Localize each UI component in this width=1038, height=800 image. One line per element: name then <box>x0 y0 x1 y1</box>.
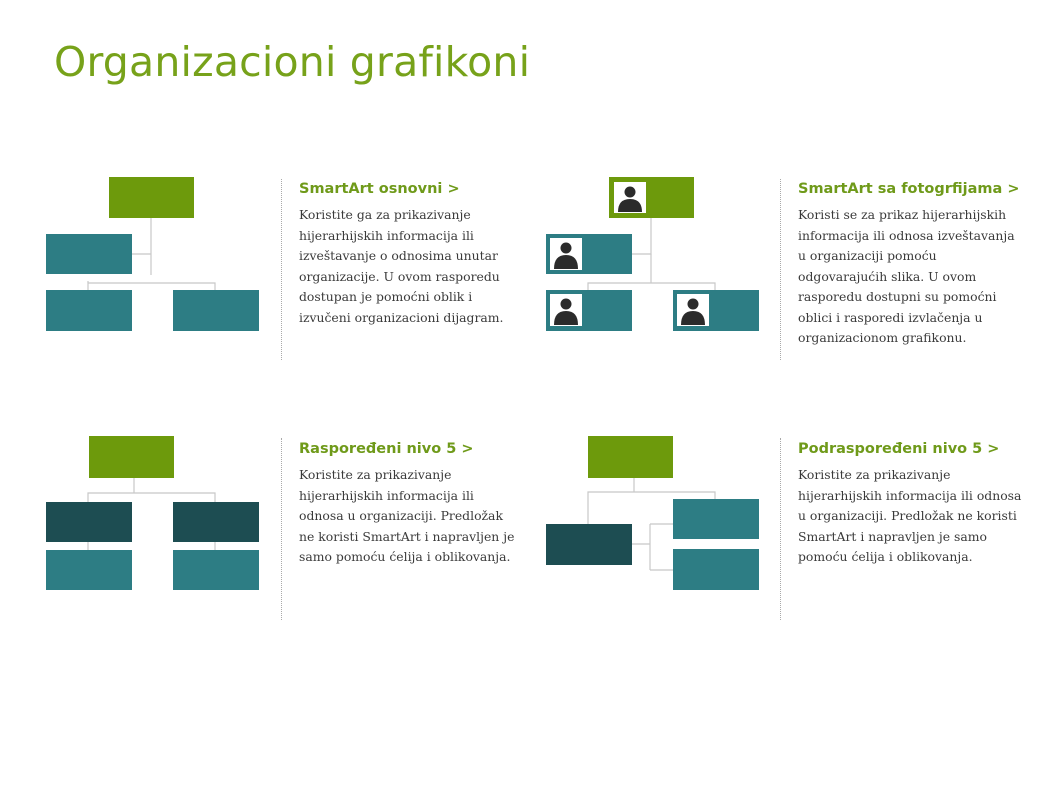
org-chart-photo-diagram <box>546 177 760 333</box>
top-box <box>588 436 673 478</box>
org-chart-diagram <box>46 177 260 333</box>
divider <box>281 438 282 620</box>
level2-box <box>173 502 259 542</box>
assistant-box <box>46 234 132 274</box>
divider <box>780 179 781 360</box>
page-title: Organizacioni grafikoni <box>54 38 531 86</box>
level5-distributed-link[interactable]: Raspoređeni nivo 5 > <box>299 441 474 457</box>
org-chart-subdistributed-diagram <box>546 436 760 592</box>
org-chart-distributed-diagram <box>46 436 260 592</box>
person-photo-icon <box>550 238 582 270</box>
top-box <box>109 177 194 218</box>
level2-box <box>673 499 759 539</box>
divider <box>780 438 781 620</box>
level3-box <box>173 550 259 590</box>
smartart-basic-description: Koristite ga za prikazivanje hijerarhijskih informacija ili izveštavanje o odnosima unutar organizacije. U ovom rasporedu dostupan je pomoćni oblik i izvučeni organizacioni dijagram. <box>299 207 504 325</box>
person-photo-icon <box>614 182 646 213</box>
smartart-photos-description: Koristi se za prikaz hijerarhijskih informacija ili odnosa izveštavanja u organizaciji pomoću odgovarajućih slika. U ovom rasporedu dostupni su pomoćni oblici i rasporedi izvlačenja u organizacionom grafikonu. <box>798 207 1015 345</box>
level5-distributed-description: Koristite za prikazivanje hijerarhijskih informacija ili odnosa u organizaciji. Predložak ne koristi SmartArt i napravljen je samo pomoću ćelija i oblikovanja. <box>299 467 515 564</box>
level2-box <box>46 502 132 542</box>
smartart-photos-link[interactable]: SmartArt sa fotogrfijama > <box>798 181 1020 197</box>
divider <box>281 179 282 360</box>
person-photo-icon <box>550 294 582 326</box>
top-box <box>89 436 174 478</box>
child-box <box>173 290 259 331</box>
level3-box <box>46 550 132 590</box>
level5-subdistributed-link[interactable]: Podraspoređeni nivo 5 > <box>798 441 1000 457</box>
smartart-basic-link[interactable]: SmartArt osnovni > <box>299 181 460 197</box>
child-box <box>46 290 132 331</box>
level3-box <box>673 549 759 590</box>
level5-subdistributed-description: Koristite za prikazivanje hijerarhijskih informacija ili odnosa u organizaciji. Predložak ne koristi SmartArt i napravljen je samo pomoću ćelija i oblikovanja. <box>798 467 1022 564</box>
person-photo-icon <box>677 294 709 326</box>
level2-box <box>546 524 632 565</box>
